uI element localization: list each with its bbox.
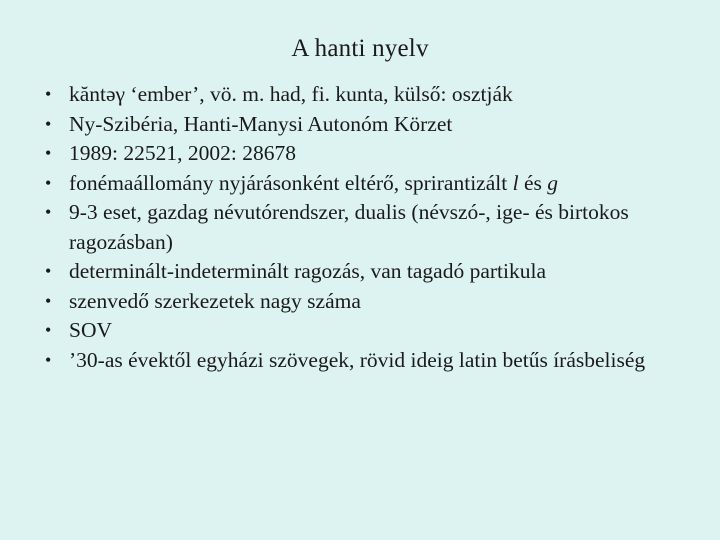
italic-letter-g: g (547, 170, 558, 195)
bullet-item-etymology (45, 80, 685, 110)
bullet-icon: • (45, 84, 52, 104)
bullet-icon: • (45, 172, 52, 193)
bullet-icon: • (45, 290, 52, 311)
bullet-text: kăntəγ ‘ember’, vö. m. had, fi. kunta, külső: osztják (69, 82, 513, 106)
bullet-icon: • (45, 202, 52, 222)
bullet-icon: • (45, 143, 52, 163)
bullet-item-location (45, 110, 685, 140)
italic-letter-l: l (512, 170, 519, 195)
bullet-item-phonemes (45, 169, 685, 199)
bullet-item-conjugation (45, 257, 685, 287)
bullet-text-part: fonémaállomány nyjárásonként eltérő, sprirantizált (69, 170, 513, 195)
bullet-text: ’30-as évektől egyházi szövegek, rövid ideig latin betűs írásbeliség (69, 347, 646, 372)
bullet-text: SOV (69, 318, 113, 342)
bullet-item-literacy (45, 346, 685, 376)
bullet-text-part: és (518, 170, 548, 195)
bullet-text (69, 171, 558, 195)
bullet-icon: • (45, 320, 52, 340)
bullet-icon: • (45, 261, 52, 281)
bullet-item-word-order (45, 316, 685, 346)
bullet-icon: • (45, 113, 52, 134)
bullet-text: determinált-indeterminált ragozás, van tagadó partikula (69, 259, 546, 283)
bullet-item-cases (45, 198, 685, 257)
bullet-item-population (45, 139, 685, 169)
bullet-text: Ny-Szibéria, Hanti-Manysi Autonóm Körzet (69, 111, 453, 136)
bullet-icon: • (45, 349, 52, 370)
bullet-item-passive (45, 287, 685, 317)
bullet-list (45, 80, 685, 375)
slide-title: A hanti nyelv (291, 35, 429, 62)
bullet-text: 9-3 eset, gazdag névutórendszer, dualis (névszó-, ige- és birtokos ragozásban) (69, 200, 629, 254)
bullet-text: szenvedő szerkezetek nagy száma (69, 288, 361, 313)
bullet-text: 1989: 22521, 2002: 28678 (69, 141, 296, 165)
